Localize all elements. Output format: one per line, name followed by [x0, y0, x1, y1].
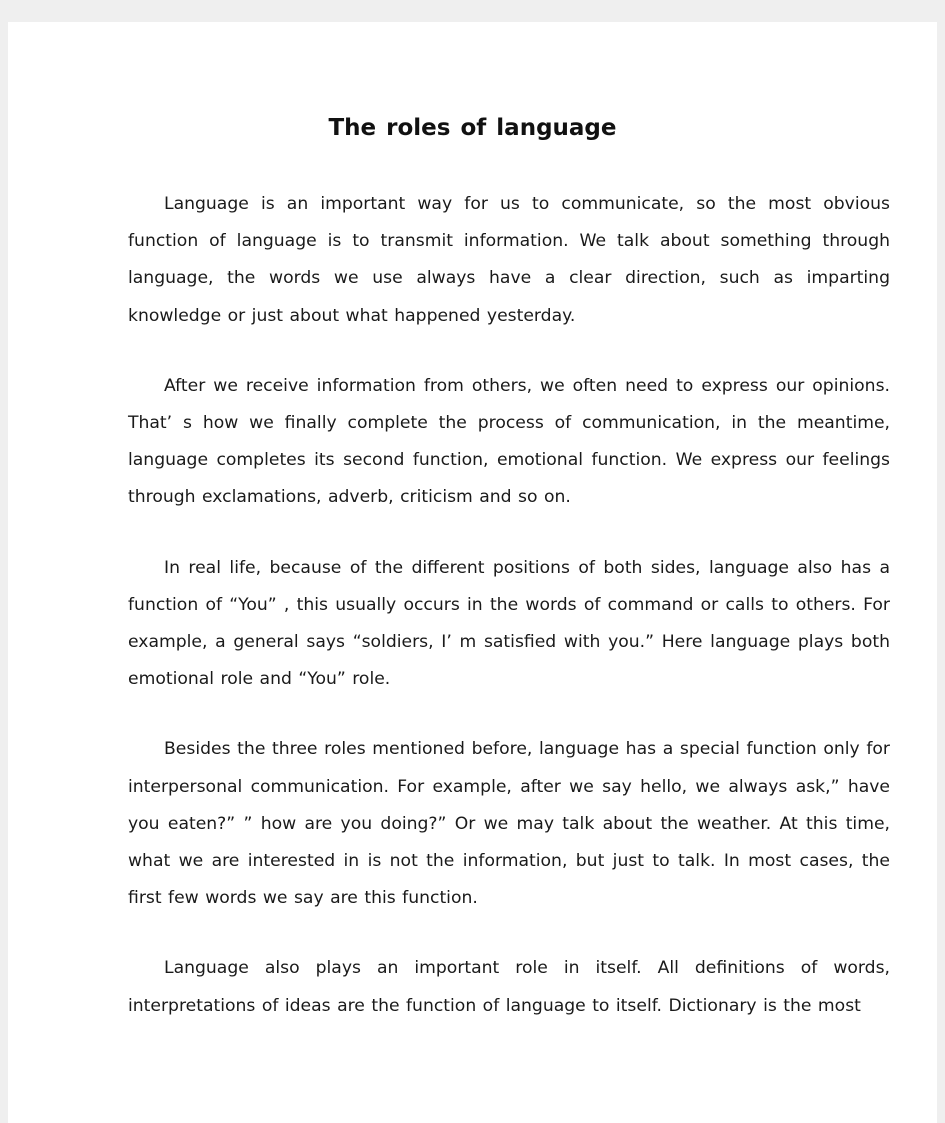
paragraph-3: In real life, because of the different positions of both sides, language also has a function of “You” , this usually occurs in the words of command or calls to others. For example, a general says “soldiers, I’ m satisfied with you.” Here language plays both emotional role and “You” role.	[128, 557, 890, 690]
paragraph-1: Language is an important way for us to communicate, so the most obvious function of language is to transmit information. We talk about something through language, the words we use always have a clear direction, such as imparting knowledge or just about what happened yesterday.	[128, 194, 890, 326]
paragraph-2: After we receive information from others, we often need to express our opinions. That’ s how we finally complete the process of communication, in the meantime, language completes its second function, emotional function. We express our feelings through exclamations, adverb, criticism and so on.	[128, 375, 890, 508]
document-title: The roles of language	[328, 115, 617, 141]
document-page	[8, 22, 937, 1123]
document-body	[128, 186, 890, 1058]
paragraph-5: Language also plays an important role in itself. All definitions of words, interpretations of ideas are the function of language to itself. Dictionary is the most	[128, 958, 890, 1016]
paragraph-4: Besides the three roles mentioned before, language has a special function only for interpersonal communication. For example, after we say hello, we always ask,” have you eaten?” ” how are you doing?” Or we may talk about the weather. At this time, what we are interested in is not the information, but just to talk. In most cases, the first few words we say are this function.	[128, 739, 890, 909]
